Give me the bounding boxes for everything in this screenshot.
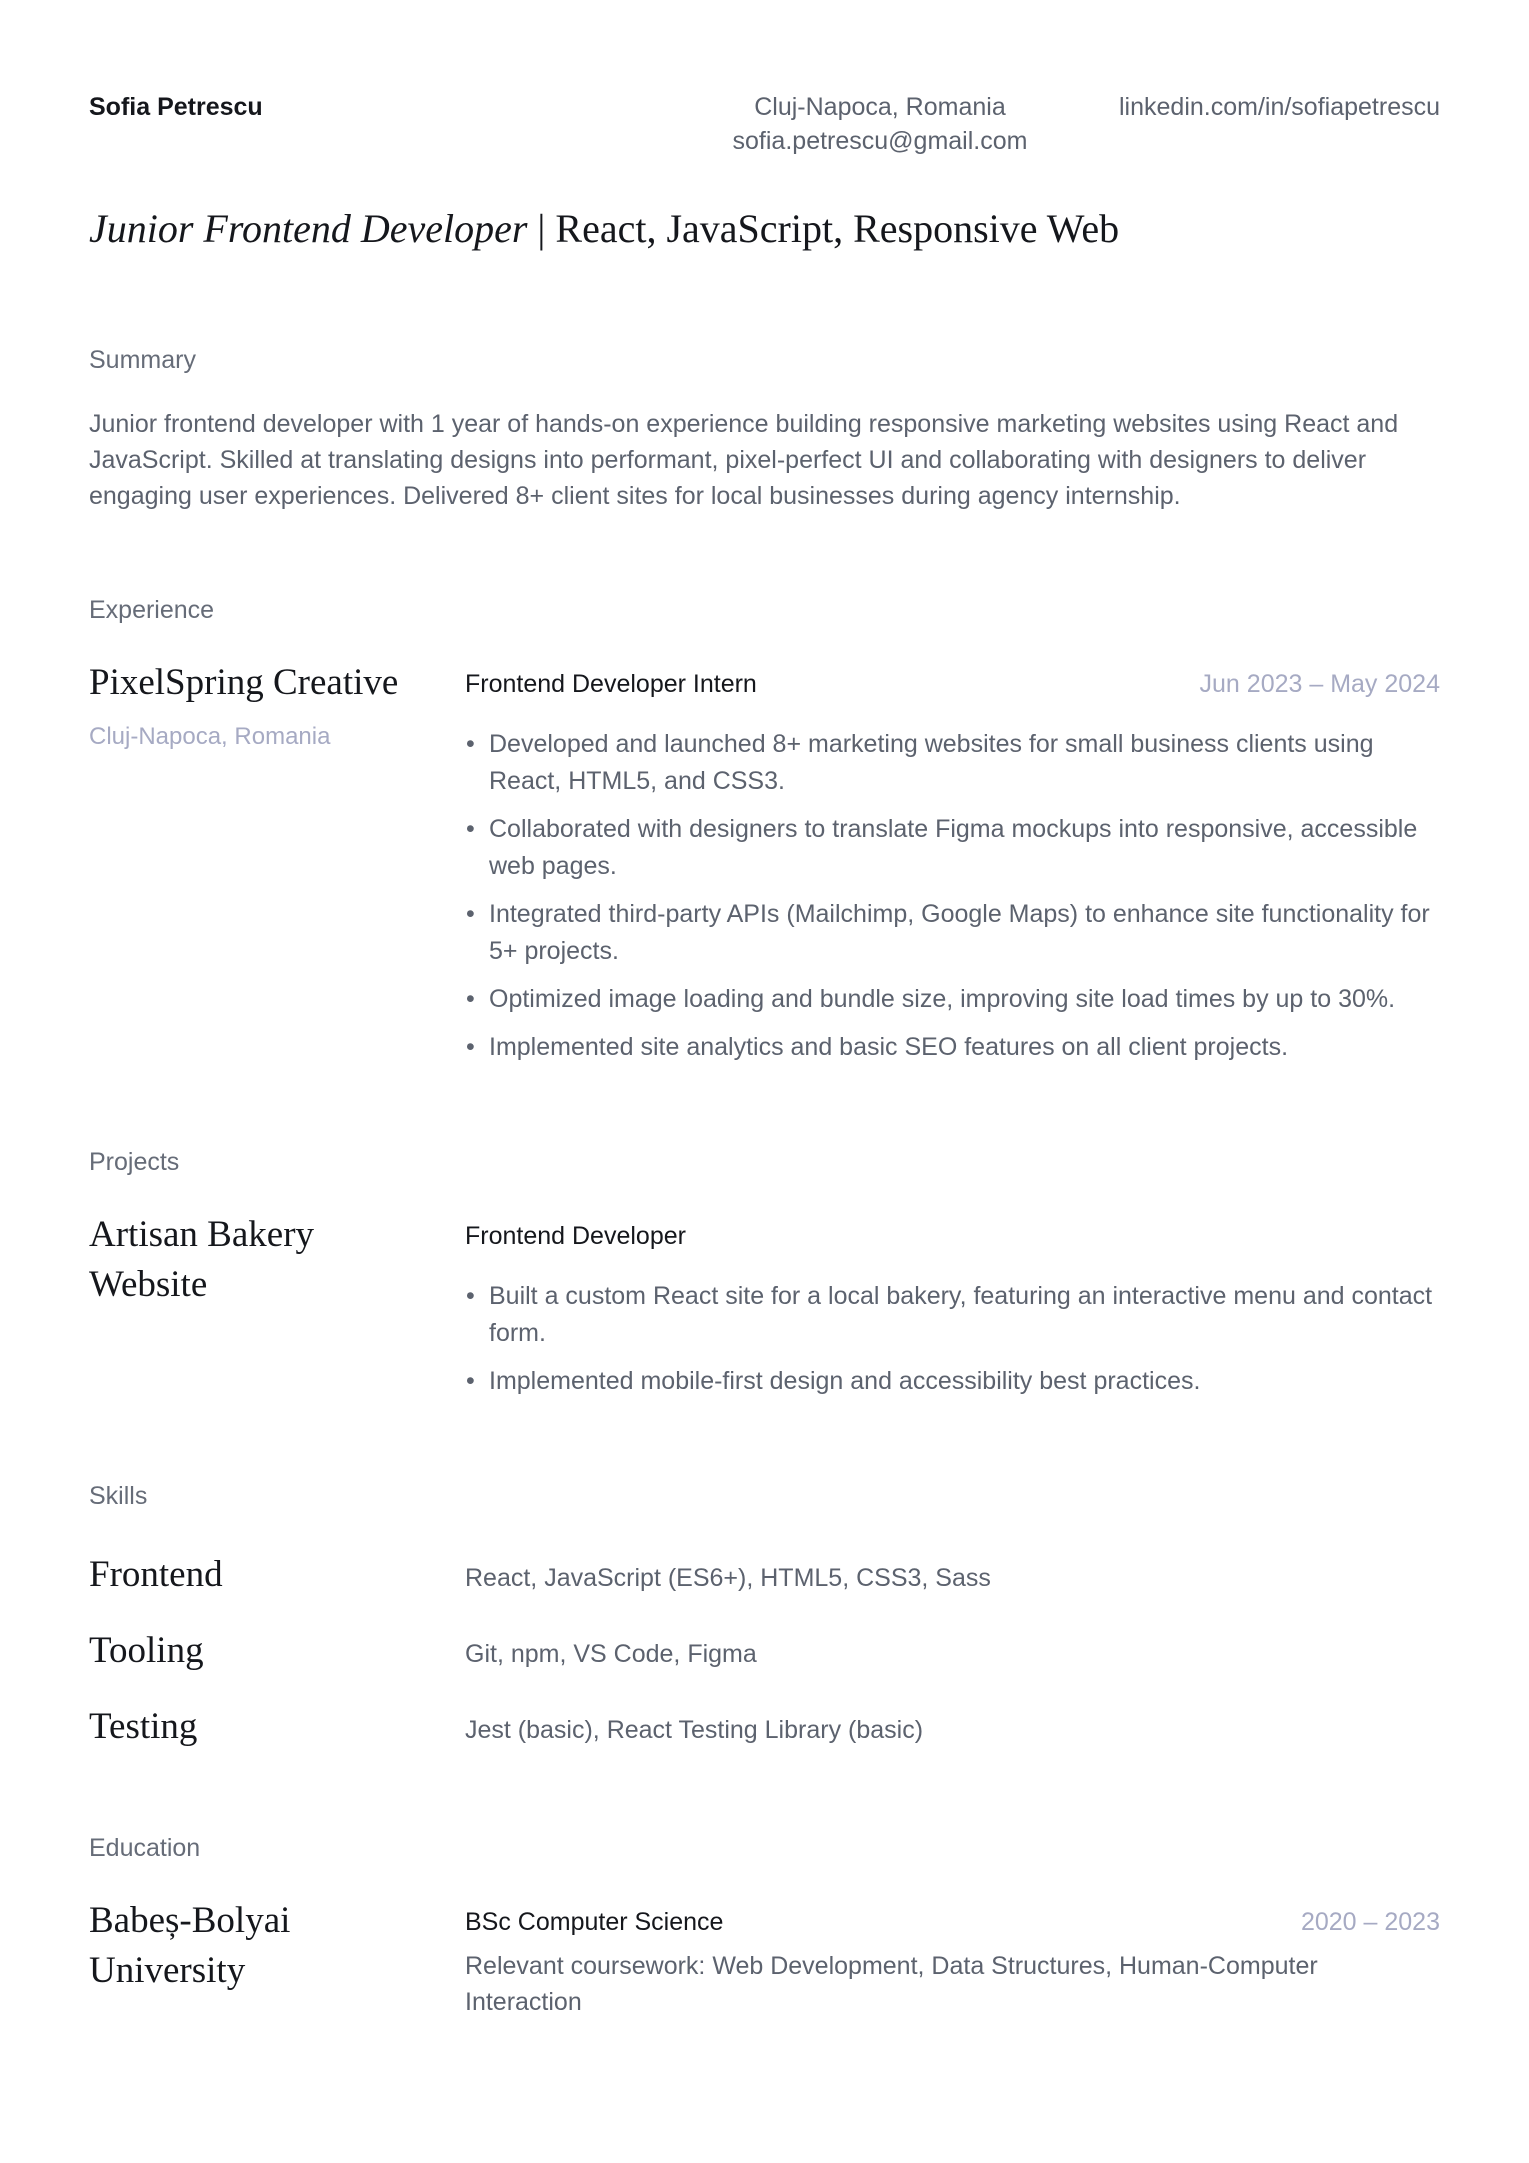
role-row xyxy=(465,666,1440,702)
bullet-item: • Optimized image loading and bundle size, improving site load times by up to 30%. xyxy=(465,981,1440,1018)
coursework-text: Relevant coursework: Web Development, Data Structures, Human-Computer Interaction xyxy=(465,1952,1318,2016)
skill-value: React, JavaScript (ES6+), HTML5, CSS3, Sass xyxy=(465,1564,991,1592)
company-location: Cluj-Napoca, Romania xyxy=(89,723,331,750)
project-role-row xyxy=(465,1218,1440,1254)
skills-label: Skills xyxy=(89,1482,148,1510)
company-name: PixelSpring Creative xyxy=(89,662,399,703)
education-entry xyxy=(89,1896,1440,2020)
contact-email: sofia.petrescu@gmail.com xyxy=(732,127,1028,155)
skill-row xyxy=(89,1702,1440,1752)
section-skills xyxy=(89,1478,1440,1752)
education-label: Education xyxy=(89,1834,201,1862)
section-projects xyxy=(89,1144,1440,1400)
project-name: Artisan Bakery Website xyxy=(89,1214,315,1305)
contact-linkedin: linkedin.com/in/sofiapetrescu xyxy=(1119,93,1440,121)
experience-bullet-list xyxy=(465,726,1440,1066)
project-entry xyxy=(89,1210,1440,1400)
skill-category: Testing xyxy=(89,1706,198,1747)
role-title: Frontend Developer Intern xyxy=(465,670,757,698)
skill-category: Tooling xyxy=(89,1630,204,1671)
school-name: Babeș-Bolyai University xyxy=(89,1900,291,1991)
summary-text: Junior frontend developer with 1 year of hands-on experience building responsive marketing websites using React and JavaScript. Skilled at translating designs into performant, pixel-perfect UI and collaborating with designers to deliver engaging user experiences. Delivered 8+ client sites for local businesses during agency internship. xyxy=(89,410,1399,510)
skill-category: Frontend xyxy=(89,1554,223,1595)
skill-value: Git, npm, VS Code, Figma xyxy=(465,1640,757,1668)
job-title-heading xyxy=(89,202,1440,256)
header xyxy=(89,90,1440,158)
project-role-title: Frontend Developer xyxy=(465,1222,686,1250)
bullet-item: • Collaborated with designers to translate Figma mockups into responsive, accessible web pages. xyxy=(465,811,1440,885)
bullet-item: • Built a custom React site for a local bakery, featuring an interactive menu and contact form. xyxy=(465,1278,1440,1352)
skill-row xyxy=(89,1626,1440,1676)
experience-entry xyxy=(89,658,1440,1066)
summary-label: Summary xyxy=(89,346,196,374)
person-name: Sofia Petrescu xyxy=(89,93,263,121)
project-entry-right xyxy=(465,1210,1440,1400)
section-experience xyxy=(89,592,1440,1066)
projects-label: Projects xyxy=(89,1148,180,1176)
job-title-role: Junior Frontend Developer xyxy=(89,206,528,251)
experience-entry-left xyxy=(89,658,429,1066)
project-bullet-list xyxy=(465,1278,1440,1400)
project-entry-left xyxy=(89,1210,429,1400)
education-entry-left xyxy=(89,1896,429,2020)
skill-value: Jest (basic), React Testing Library (basic) xyxy=(465,1716,924,1744)
section-summary xyxy=(89,342,1440,514)
contact-block xyxy=(665,90,1095,158)
job-title-subtitle: | React, JavaScript, Responsive Web xyxy=(537,206,1120,251)
section-education xyxy=(89,1830,1440,2020)
bullet-item: • Implemented mobile-first design and accessibility best practices. xyxy=(465,1363,1440,1400)
skill-row xyxy=(89,1550,1440,1600)
education-role-row xyxy=(465,1904,1440,1940)
education-dates: 2020 – 2023 xyxy=(1300,1908,1440,1936)
education-entry-right xyxy=(465,1896,1440,2020)
degree-title: BSc Computer Science xyxy=(465,1908,724,1936)
experience-entry-right xyxy=(465,658,1440,1066)
bullet-item: • Implemented site analytics and basic SEO features on all client projects. xyxy=(465,1029,1440,1066)
bullet-item: • Integrated third-party APIs (Mailchimp, Google Maps) to enhance site functionality for 5+ projects. xyxy=(465,896,1440,970)
date-range: Jun 2023 – May 2024 xyxy=(1199,670,1440,698)
experience-label: Experience xyxy=(89,596,215,624)
contact-location: Cluj-Napoca, Romania xyxy=(754,93,1006,121)
bullet-item: • Developed and launched 8+ marketing websites for small business clients using React, HTML5, and CSS3. xyxy=(465,726,1440,800)
